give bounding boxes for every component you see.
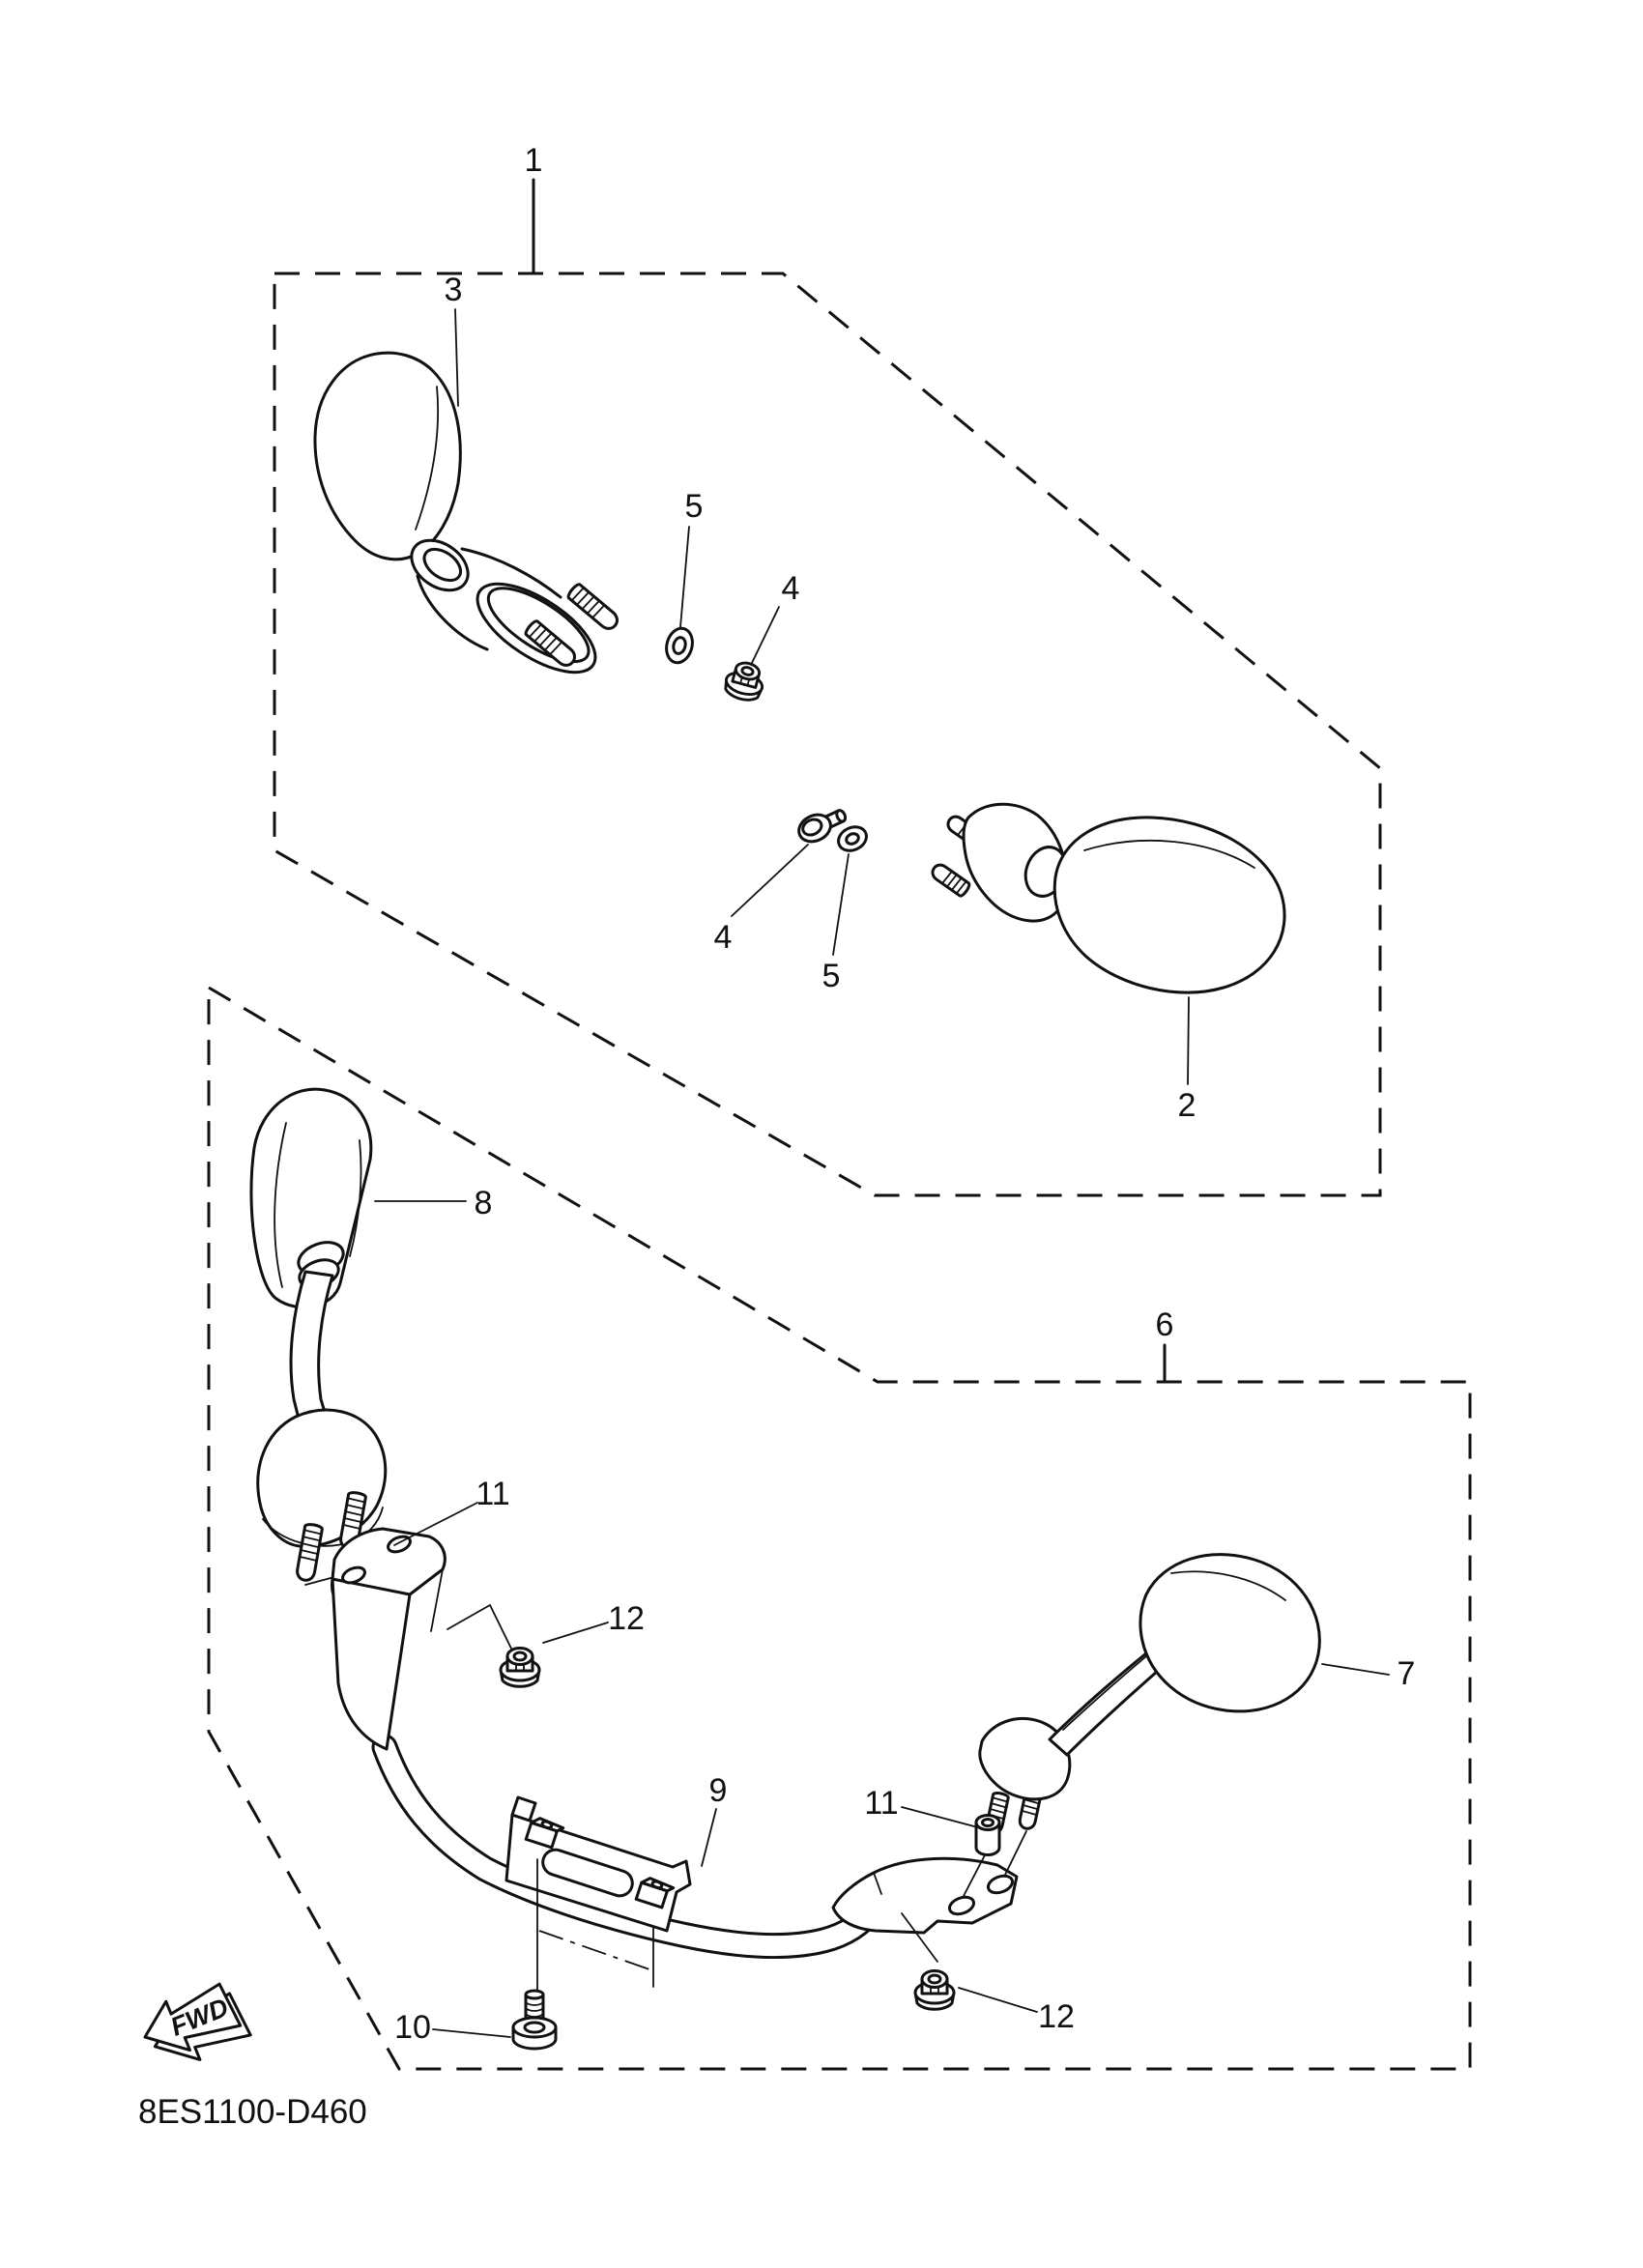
leader-4-bottom [732,845,808,916]
fwd-arrow [135,1977,251,2076]
leader-9 [702,1809,716,1866]
stay-assembly-9 [332,1529,1017,1991]
callout-3[interactable]: 3 [444,272,463,308]
nut-12-right [915,1971,954,2010]
stay-bracket-right [833,1858,1017,1933]
leader-7 [1322,1664,1389,1675]
nut-4-top [722,659,766,703]
bracket-left-nut-line [447,1605,513,1652]
mirror-assembly-2 [930,804,1284,992]
callout-7[interactable]: 7 [1397,1655,1416,1692]
callout-4-bottom[interactable]: 4 [713,919,733,956]
mirror-7-head [1140,1555,1319,1711]
mirror-2-stud-2 [930,862,971,898]
nut-12-left [501,1649,539,1687]
callout-6[interactable]: 6 [1155,1306,1174,1343]
leader-lines [375,309,1389,2037]
washer-5-top [663,625,696,666]
assembly-line-right-2 [1005,1831,1026,1875]
mirror-assembly-8 [251,1089,394,1585]
mirror-assembly-3 [315,353,620,689]
leader-2 [1188,997,1189,1084]
callout-4-top[interactable]: 4 [781,570,800,607]
projection-centerline [539,1931,649,1969]
callout-12-left[interactable]: 12 [608,1600,645,1637]
mirror-assembly-7 [964,1555,1319,1896]
callout-8[interactable]: 8 [474,1185,493,1221]
callout-11-left[interactable]: 11 [476,1476,510,1512]
leader-10 [433,2029,510,2037]
stay-bracket-left-gusset [332,1579,410,1749]
callout-12-right[interactable]: 12 [1038,1998,1075,2035]
callout-5-bottom[interactable]: 5 [822,958,841,994]
callout-9[interactable]: 9 [708,1772,728,1809]
leader-5-bottom [833,854,849,955]
leader-5-top [680,527,689,627]
mirror-7-mount [980,1718,1070,1798]
leader-4-top [752,607,779,663]
leader-11-right [902,1807,974,1826]
fwd-label: FWD [166,1992,233,2042]
leader-12-left [543,1622,608,1643]
mirror-3-head [315,353,460,560]
callout-11-right[interactable]: 11 [864,1785,899,1822]
callout-1[interactable]: 1 [524,142,543,179]
leader-12-right [959,1988,1037,2012]
washer-5-bottom [835,822,871,855]
callout-10[interactable]: 10 [394,2009,431,2046]
leader-3 [455,309,458,406]
mirror-2-head [1054,818,1284,992]
part-code: 8ES1100-D460 [138,2093,367,2131]
callout-5-top[interactable]: 5 [684,488,704,525]
collar-11-right [976,1816,999,1855]
callout-2[interactable]: 2 [1177,1087,1196,1124]
mirror-7-stalk [1050,1649,1166,1755]
clamp-plate-tab-left [512,1797,535,1821]
bolt-10 [513,1991,556,2049]
